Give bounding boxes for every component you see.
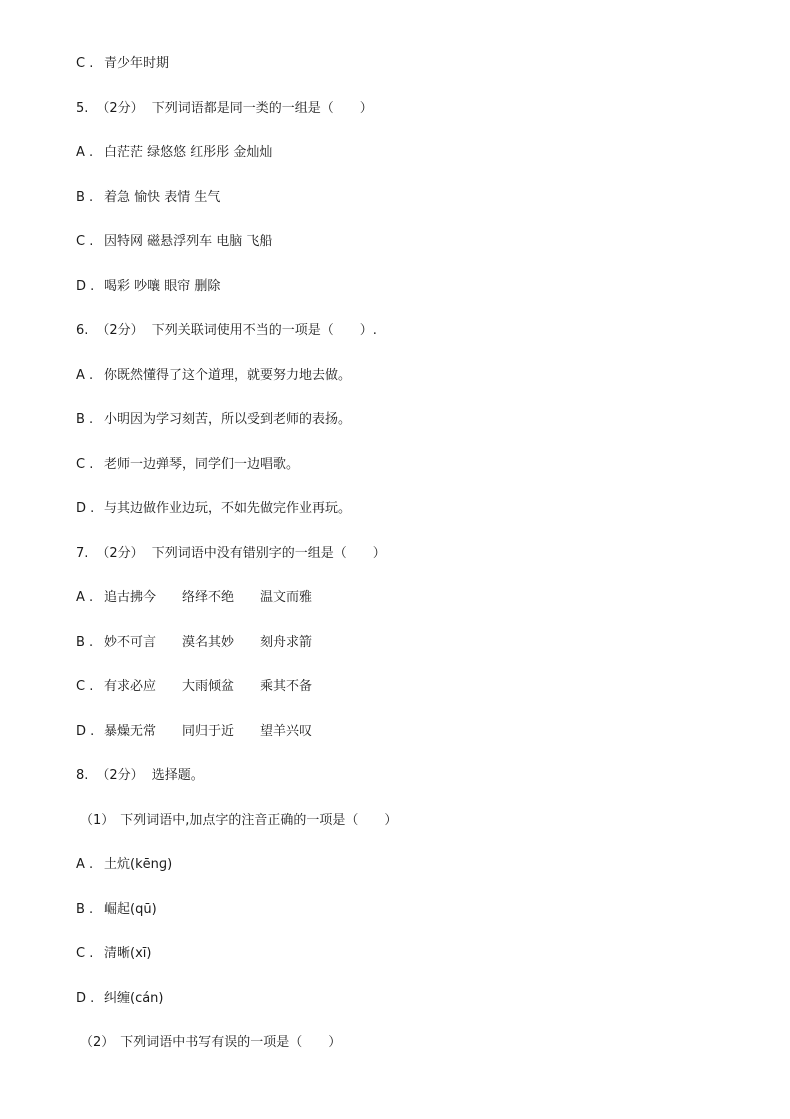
option-line xyxy=(76,231,272,253)
option-letter: D . xyxy=(76,501,95,516)
question-number: 6. xyxy=(76,323,89,338)
option-text: 崛起(qū) xyxy=(104,902,157,917)
option-letter: B . xyxy=(76,412,94,427)
option-text: 青少年时期 xyxy=(104,56,170,71)
question-line xyxy=(76,320,377,342)
option-text: 白茫茫 绿悠悠 红彤彤 金灿灿 xyxy=(104,145,273,160)
option-line xyxy=(76,498,351,520)
option-line xyxy=(76,632,312,654)
option-line xyxy=(76,276,220,298)
option-letter: C . xyxy=(76,679,94,694)
option-letter: B . xyxy=(76,902,94,917)
option-text: 追古拂今 络绎不绝 温文而雅 xyxy=(104,590,313,605)
option-text: 因特网 磁悬浮列车 电脑 飞船 xyxy=(104,234,273,249)
question-score: （2分） xyxy=(96,323,144,338)
option-text: 小明因为学习刻苦，所以受到老师的表扬。 xyxy=(104,412,352,427)
option-line xyxy=(76,899,157,921)
option-letter: A . xyxy=(76,857,94,872)
option-line xyxy=(76,142,272,164)
subquestion-text: 下列词语中,加点字的注音正确的一项是（ ） xyxy=(120,813,398,828)
question-score: （2分） xyxy=(96,546,144,561)
question-line xyxy=(76,765,204,787)
option-letter: B . xyxy=(76,190,94,205)
option-text: 妙不可言 漠名其妙 刻舟求箭 xyxy=(104,635,313,650)
option-line xyxy=(76,721,312,743)
option-letter: D . xyxy=(76,724,95,739)
question-line xyxy=(76,543,386,565)
option-letter: B . xyxy=(76,635,94,650)
option-letter: A . xyxy=(76,590,94,605)
option-line xyxy=(76,365,351,387)
option-text: 暴燥无常 同归于近 望羊兴叹 xyxy=(104,724,313,739)
option-text: 喝彩 吵嚷 眼帘 删除 xyxy=(104,279,221,294)
subquestion-number: （1） xyxy=(80,813,115,828)
question-number: 8. xyxy=(76,768,89,783)
option-line xyxy=(76,676,312,698)
option-line xyxy=(76,988,164,1010)
option-letter: C . xyxy=(76,234,94,249)
option-text: 与其边做作业边玩，不如先做完作业再玩。 xyxy=(104,501,352,516)
option-letter: C . xyxy=(76,457,94,472)
question-text: 下列词语中没有错别字的一组是（ ） xyxy=(151,546,386,561)
question-text: 下列词语都是同一类的一组是（ ） xyxy=(151,101,373,116)
option-letter: D . xyxy=(76,279,95,294)
subquestion-text: 下列词语中书写有误的一项是（ ） xyxy=(120,1035,342,1050)
question-line xyxy=(76,98,373,120)
subquestion-number: （2） xyxy=(80,1035,115,1050)
subquestion-line xyxy=(80,1032,341,1054)
question-text: 选择题。 xyxy=(151,768,204,783)
option-text: 着急 愉快 表情 生气 xyxy=(104,190,221,205)
option-letter: A . xyxy=(76,145,94,160)
option-line xyxy=(76,943,151,965)
question-number: 7. xyxy=(76,546,89,561)
option-line xyxy=(76,587,312,609)
option-text: 你既然懂得了这个道理，就要努力地去做。 xyxy=(104,368,352,383)
option-line xyxy=(76,187,220,209)
question-score: （2分） xyxy=(96,101,144,116)
question-text: 下列关联词使用不当的一项是（ ）. xyxy=(151,323,377,338)
option-line xyxy=(76,454,299,476)
option-text: 清晰(xī) xyxy=(104,946,152,961)
subquestion-line xyxy=(80,810,397,832)
option-text: 老师一边弹琴，同学们一边唱歌。 xyxy=(104,457,300,472)
option-letter: C . xyxy=(76,56,94,71)
option-line xyxy=(76,854,172,876)
option-text: 纠缠(cán) xyxy=(104,991,164,1006)
option-letter: C . xyxy=(76,946,94,961)
question-score: （2分） xyxy=(96,768,144,783)
option-line xyxy=(76,53,169,75)
question-number: 5. xyxy=(76,101,89,116)
option-letter: A . xyxy=(76,368,94,383)
option-text: 土炕(kēnɡ) xyxy=(104,857,173,872)
option-text: 有求必应 大雨倾盆 乘其不备 xyxy=(104,679,313,694)
option-line xyxy=(76,409,351,431)
option-letter: D . xyxy=(76,991,95,1006)
